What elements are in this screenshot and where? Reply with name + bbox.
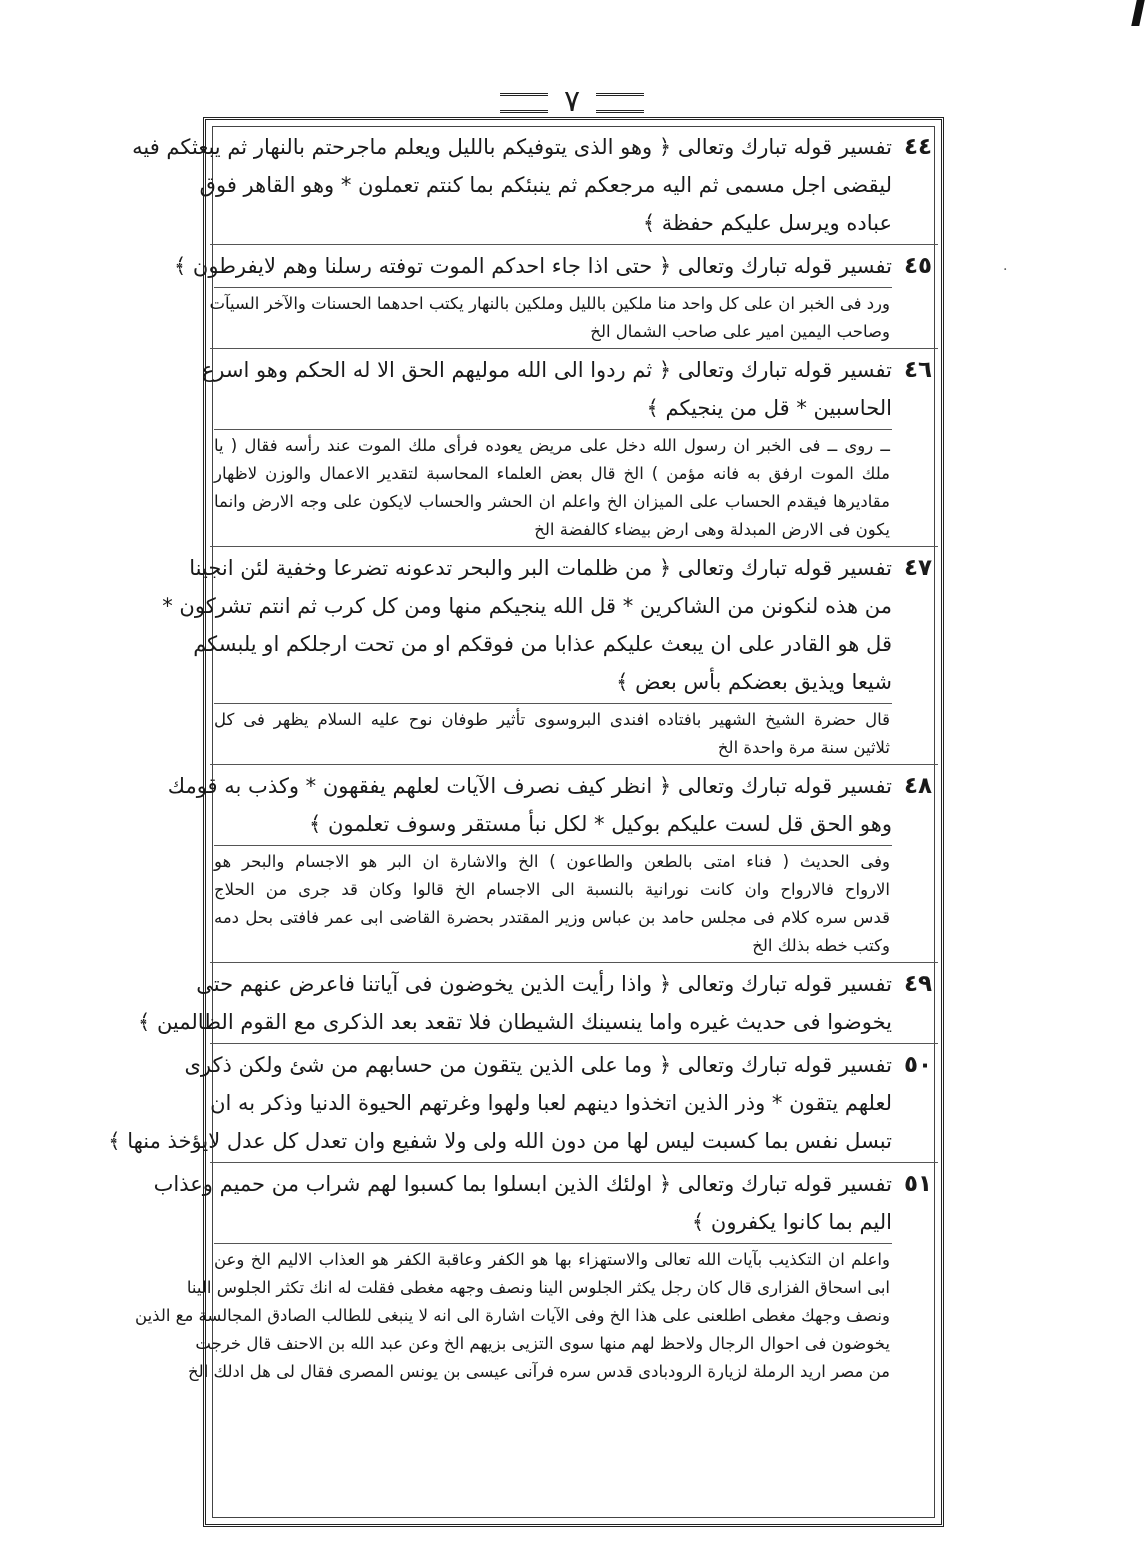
entry-separator [210,348,938,349]
commentary-line: ابى اسحاق الفزارى قال كان رجل يكثر الجلوس الينا ونصف وجهه مغطى فقلت له انك تكثر الجلوس الينا [186,1278,890,1297]
verse-line: ليقضى اجل مسمى ثم اليه مرجعكم ثم ينبئكم بما كنتم تعملون * وهو القاهر فوق [199,173,892,197]
tafsir-entry [201,351,938,544]
verse-line: عباده ويرسل عليكم حفظة ﴾ [642,211,892,235]
page-content [108,128,938,1386]
entry-separator [210,962,938,963]
verse-line: تفسير قوله تبارك وتعالى ﴿ واذا رأيت الذين يخوضون فى آياتنا فاعرض عنهم حتى [196,972,892,996]
verse-line: تفسير قوله تبارك وتعالى ﴿ ثم ردوا الى الله موليهم الحق الا له الحكم وهو اسرع [201,358,892,382]
commentary-line: وصاحب اليمين امير على صاحب الشمال الخ [590,322,890,341]
entry-number: ٤٦ [903,357,933,383]
verse-line: وهو الحق قل لست عليكم بوكيل * لكل نبأ مستقر وسوف تعلمون ﴾ [309,812,892,836]
commentary-line: ــ روى ــ فى الخبر ان رسول الله دخل على مريض يعوده فرأى ملك الموت عند رأسه فقال ( يا [214,436,890,455]
verse-line: تفسير قوله تبارك وتعالى ﴿ من ظلمات البر والبحر تدعونه تضرعا وخفية لئن انجينا [189,556,892,580]
commentary-line: مقاديرها فيقدم الحساب على الميزان الخ واعلم ان الحشر والحساب لايكون على وجه الارض وانما [214,492,890,511]
commentary-line: ورد فى الخبر ان على كل واحد منا ملكين بالليل وملكين بالنهار يكتب احدهما الحسنات والآخر السيآت [209,294,890,313]
tafsir-entry [108,1046,938,1160]
commentary-block [214,703,892,762]
right-ornament [596,93,644,113]
commentary-line: ملك الموت ارفق به فانه مؤمن ) الخ قال بعض العلماء المحاسبة لتقدير الاعمال والوزن لاظهار [214,464,890,483]
verse-line: الحاسبين * قل من ينجيكم ﴾ [646,396,892,420]
verse-line: من هذه لنكونن من الشاكرين * قل الله ينجيكم منها ومن كل كرب ثم انتم تشركون * [162,594,892,618]
entry-number: ٤٥ [903,253,933,279]
entry-separator [210,244,938,245]
entry-number: ٤٤ [903,134,933,160]
verse-line: قل هو القادر على ان يبعث عليكم عذابا من فوقكم او من تحت ارجلكم او يلبسكم [193,632,892,656]
entry-number: ٤٨ [903,773,933,799]
commentary-line: واعلم ان التكذيب بآيات الله تعالى والاستهزاء بها هو الكفر وعاقبة الكفر هو العذاب الاليم الخ وعن [214,1250,890,1269]
commentary-line: قدس سره كلام فى مجلس حامد بن عباس وزير المقتدر بحضرة القاضى ابى عمر فافتى بحل دمه [214,908,890,927]
commentary-line: ونصف وجهك مغطى اطلعنى على هذا الخ وفى الآيات اشارة الى انه لا ينبغى للطالب الصادق المجالسة مع الذين [135,1306,890,1325]
entry-number: ٤٩ [903,971,933,997]
commentary-line: ثلاثين سنة مرة واحدة الخ [717,738,890,757]
verse-line: شيعا ويذيق بعضكم بأس بعض ﴾ [616,670,892,694]
verse-line: تفسير قوله تبارك وتعالى ﴿ وما على الذين يتقون من حسابهم من شئ ولكن ذكرى [184,1053,892,1077]
tafsir-entry [162,549,938,762]
margin-dot: · [1003,262,1008,278]
verse-line: تفسير قوله تبارك وتعالى ﴿ وهو الذى يتوفيكم بالليل ويعلم ماجرحتم بالنهار ثم يبعثكم فيه [132,135,892,159]
verse-line: اليم بما كانوا يكفرون ﴾ [691,1210,892,1234]
verse-line: تفسير قوله تبارك وتعالى ﴿ انظر كيف نصرف الآيات لعلهم يفقهون * وكذب به قومك [167,774,892,798]
verse-line: تفسير قوله تبارك وتعالى ﴿ اولئك الذين ابسلوا بما كسبوا لهم شراب من حميم وعذاب [153,1172,892,1196]
commentary-block [214,429,892,544]
page-header [0,86,1144,118]
left-ornament [500,93,548,113]
commentary-line: قال حضرة الشيخ الشهير بافتاده افندى البروسوى تأثير طوفان نوح عليه السلام يظهر فى كل [214,710,890,729]
tafsir-entry [173,247,938,346]
verse-line: يخوضوا فى حديث غيره واما ينسينك الشيطان فلا تقعد بعد الذكرى مع القوم الظالمين ﴾ [137,1010,892,1034]
page-number: ٧ [563,84,581,119]
commentary-line: من مصر اريد الرملة لزيارة الرودبادى قدس سره فرآنى عيسى بن يونس المصرى فقال لى هل ادلك الخ [188,1362,890,1381]
commentary-block [135,1243,892,1386]
verse-line: تبسل نفس بما كسبت ليس لها من دون الله ولى ولا شفيع وان تعدل كل عدل لايؤخذ منها ﴾ [108,1129,892,1153]
commentary-line: يكون فى الارض المبدلة وهى ارض بيضاء كالفضة الخ [534,520,890,539]
entry-separator [210,764,938,765]
commentary-block [214,845,892,960]
entry-separator [210,546,938,547]
commentary-line: يخوضون فى احوال الرجال ولاحظ لهم منها سوى التزيى بزيهم الخ وعن عبد الله بن الاحنف قال خرجت [195,1334,890,1353]
entry-number: ٥٠ [903,1052,933,1078]
commentary-line: الارواح فالارواح وان كانت نورانية بالنسبة الى الاجسام الخ قالوا وكان قد جرى من الحلاج [214,880,890,899]
entry-separator [210,1162,938,1163]
entry-number: ٥١ [903,1171,933,1197]
page-edge-mark [1131,0,1145,26]
commentary-line: وكتب خطه بذلك الخ [752,936,890,955]
tafsir-entry [137,965,938,1041]
entry-separator [210,1043,938,1044]
tafsir-entry [135,1165,938,1386]
verse-line: تفسير قوله تبارك وتعالى ﴿ حتى اذا جاء احدكم الموت توفته رسلنا وهم لايفرطون ﴾ [173,254,892,278]
verse-line: لعلهم يتقون * وذر الذين اتخذوا دينهم لعبا ولهوا وغرتهم الحيوة الدنيا وذكر به ان [210,1091,892,1115]
tafsir-entry [132,128,938,242]
commentary-block [209,287,892,346]
commentary-line: وفى الحديث ( فناء امتى بالطعن والطاعون ) الخ والاشارة ان البر هو الاجسام والبحر هو [214,852,890,871]
entry-number: ٤٧ [903,555,933,581]
tafsir-entry [167,767,938,960]
